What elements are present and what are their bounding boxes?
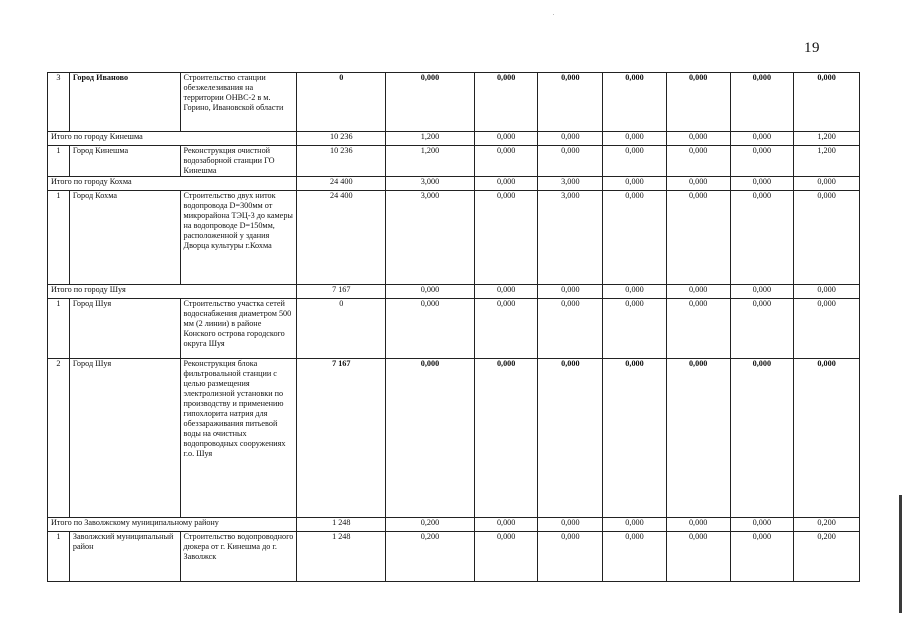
funding-value-cell: 0,000 [794,299,860,359]
funding-value-cell: 0,000 [730,532,794,582]
funding-value-cell: 0,000 [386,359,475,518]
subtotal-row [48,177,860,191]
subtotal-row [48,132,860,146]
page-number: 19 [804,40,820,56]
funding-value-cell: 0,000 [730,359,794,518]
table-row [48,532,860,582]
funding-value-cell: 0,000 [794,177,860,191]
funding-value-cell: 0,000 [603,132,667,146]
funding-value-cell: 0,000 [794,359,860,518]
funding-value-cell: 0,000 [603,299,667,359]
funding-value-cell: 0,000 [666,359,730,518]
funding-value-cell: 0,000 [474,73,538,132]
total-cost-cell: 1 248 [297,518,386,532]
funding-value-cell: 0,200 [794,518,860,532]
subtotal-row [48,518,860,532]
funding-value-cell: 0,000 [730,177,794,191]
total-cost-cell: 10 236 [297,132,386,146]
funding-value-cell: 3,000 [538,191,603,285]
project-description: Строительство станции обезжелезивания на территории ОНВС-2 в м. Горино, Ивановской области [180,73,297,132]
subtotal-label: Итого по городу Кинешма [48,132,297,146]
project-description: Строительство участка сетей водоснабжения диаметром 500 мм (2 линии) в районе Конского острова городского округа Шуя [180,299,297,359]
row-number: 1 [48,191,70,285]
funding-value-cell: 0,000 [474,299,538,359]
municipality-name: Город Кохма [69,191,180,285]
table-row [48,73,860,132]
funding-value-cell: 0,000 [666,299,730,359]
budget-table [47,72,860,582]
total-cost-cell: 7 167 [297,285,386,299]
funding-value-cell: 0,200 [386,532,475,582]
subtotal-label: Итого по городу Кохма [48,177,297,191]
subtotal-label: Итого по Заволжскому муниципальному району [48,518,297,532]
funding-value-cell: 0,200 [794,532,860,582]
funding-value-cell: 1,200 [794,146,860,177]
funding-value-cell: 0,000 [538,532,603,582]
funding-value-cell: 0,000 [538,518,603,532]
total-cost-cell: 7 167 [297,359,386,518]
funding-value-cell: 0,000 [603,146,667,177]
funding-value-cell: 0,000 [538,146,603,177]
funding-value-cell: 0,000 [603,177,667,191]
funding-value-cell: 0,000 [474,518,538,532]
funding-value-cell: 0,200 [386,518,475,532]
funding-value-cell: 1,200 [794,132,860,146]
table-row [48,191,860,285]
subtotal-label: Итого по городу Шуя [48,285,297,299]
total-cost-cell: 0 [297,299,386,359]
funding-value-cell: 0,000 [730,132,794,146]
row-number: 1 [48,532,70,582]
funding-value-cell: 3,000 [538,177,603,191]
table-row [48,146,860,177]
funding-value-cell: 0,000 [386,73,475,132]
funding-value-cell: 0,000 [474,532,538,582]
funding-value-cell: 0,000 [538,299,603,359]
project-description: Строительство водопроводного дюкера от г. Кинешма до г. Заволжск [180,532,297,582]
funding-value-cell: 0,000 [666,532,730,582]
funding-value-cell: 0,000 [666,132,730,146]
funding-value-cell: 0,000 [666,285,730,299]
funding-value-cell: 0,000 [794,285,860,299]
funding-value-cell: 0,000 [666,146,730,177]
funding-value-cell: 0,000 [474,285,538,299]
funding-value-cell: 0,000 [730,191,794,285]
funding-value-cell: 0,000 [538,73,603,132]
funding-value-cell: 0,000 [474,132,538,146]
funding-value-cell: 0,000 [730,299,794,359]
funding-value-cell: 0,000 [474,177,538,191]
funding-value-cell: 3,000 [386,177,475,191]
scan-edge-mark [899,495,902,613]
funding-value-cell: 0,000 [794,191,860,285]
funding-value-cell: 0,000 [474,191,538,285]
funding-value-cell: 0,000 [603,518,667,532]
funding-value-cell: 0,000 [386,299,475,359]
table-row [48,299,860,359]
total-cost-cell: 24 400 [297,191,386,285]
funding-value-cell: 0,000 [666,73,730,132]
funding-value-cell: 1,200 [386,146,475,177]
row-number: 1 [48,146,70,177]
funding-value-cell: 0,000 [730,146,794,177]
funding-value-cell: 0,000 [603,359,667,518]
funding-value-cell: 1,200 [386,132,475,146]
funding-value-cell: 3,000 [386,191,475,285]
funding-value-cell: 0,000 [538,132,603,146]
funding-value-cell: 0,000 [730,285,794,299]
funding-value-cell: 0,000 [666,518,730,532]
municipality-name: Город Шуя [69,299,180,359]
funding-value-cell: 0,000 [474,359,538,518]
scan-speck [553,14,554,15]
table-row [48,359,860,518]
project-description: Реконструкция очистной водозаборной станции ГО Кинешма [180,146,297,177]
total-cost-cell: 0 [297,73,386,132]
funding-value-cell: 0,000 [603,191,667,285]
funding-value-cell: 0,000 [474,146,538,177]
funding-value-cell: 0,000 [666,177,730,191]
funding-value-cell: 0,000 [386,285,475,299]
municipality-name: Город Шуя [69,359,180,518]
funding-value-cell: 0,000 [730,518,794,532]
row-number: 1 [48,299,70,359]
row-number: 2 [48,359,70,518]
funding-value-cell: 0,000 [538,359,603,518]
total-cost-cell: 24 400 [297,177,386,191]
subtotal-row [48,285,860,299]
total-cost-cell: 10 236 [297,146,386,177]
project-description: Строительство двух ниток водопровода D=300мм от микрорайона ТЭЦ-3 до камеры на водопроводе D=150мм, расположенной у здания Дворца культуры г.Кохма [180,191,297,285]
funding-value-cell: 0,000 [666,191,730,285]
total-cost-cell: 1 248 [297,532,386,582]
funding-value-cell: 0,000 [603,73,667,132]
funding-value-cell: 0,000 [603,532,667,582]
funding-value-cell: 0,000 [538,285,603,299]
row-number: 3 [48,73,70,132]
municipality-name: Город Иваново [69,73,180,132]
project-description: Реконструкция блока фильтровальной станции с целью размещения электролизной установки по производству и применению гипохлорита натрия для обеззараживания питьевой воды на очистных водопроводных сооружениях г.о. Шуя [180,359,297,518]
municipality-name: Заволжский муниципальный район [69,532,180,582]
funding-value-cell: 0,000 [603,285,667,299]
funding-value-cell: 0,000 [794,73,860,132]
funding-value-cell: 0,000 [730,73,794,132]
municipality-name: Город Кинешма [69,146,180,177]
